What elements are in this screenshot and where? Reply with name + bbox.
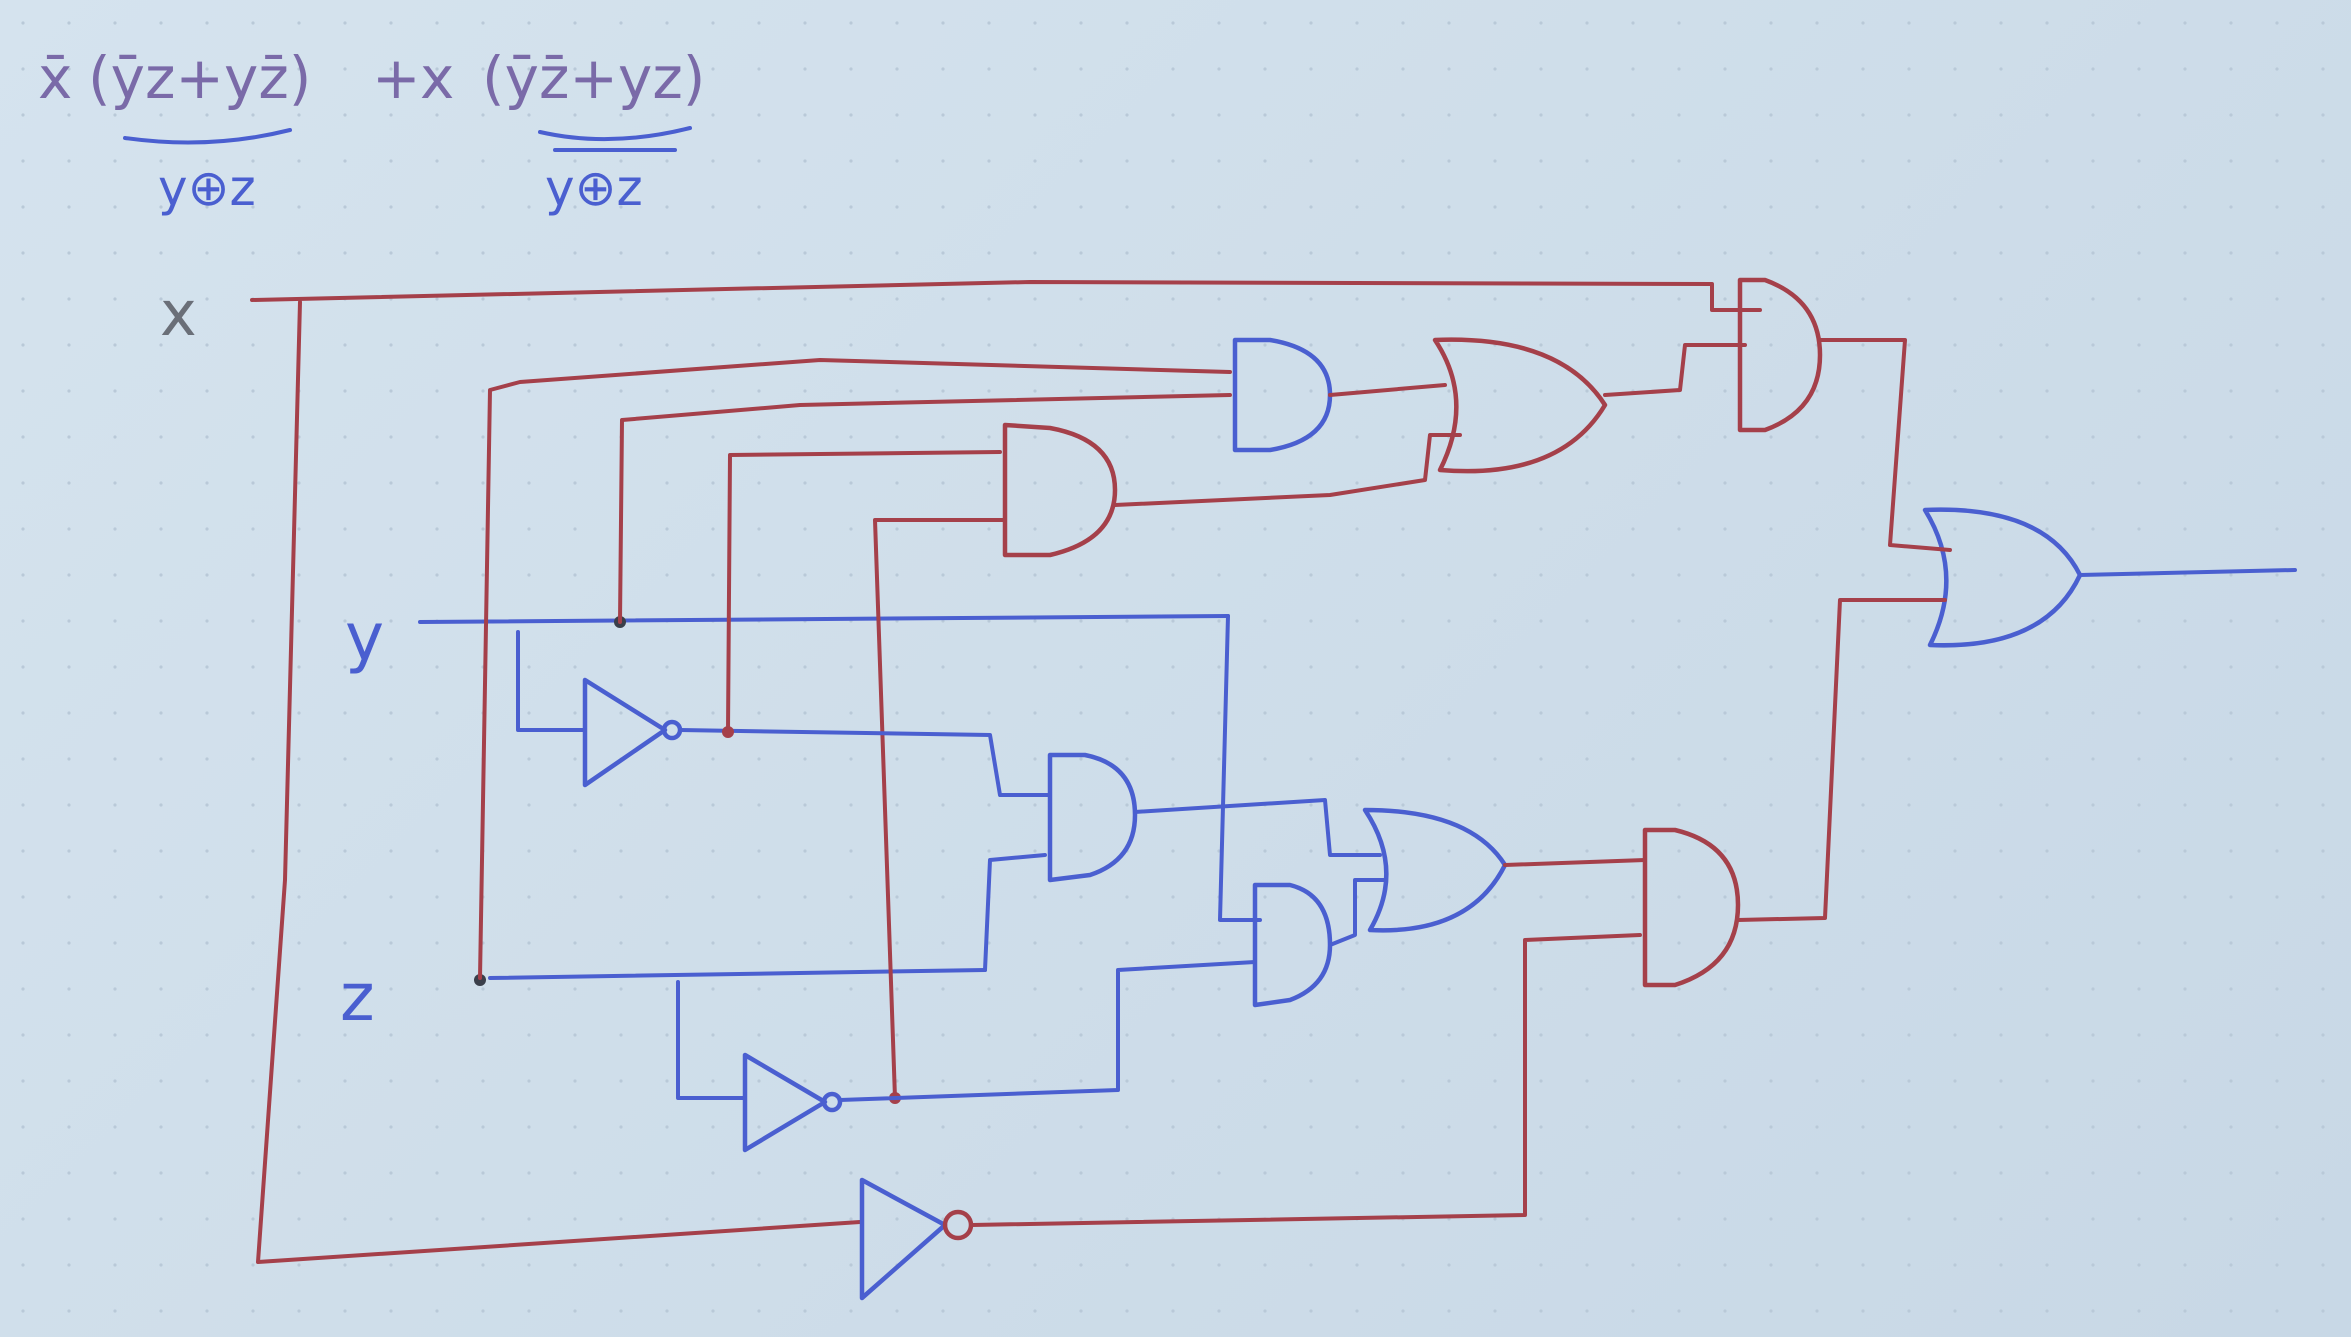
input-label-y: y (345, 599, 385, 676)
note-xor: y⊕z (158, 159, 256, 217)
term2-prefix: x (420, 44, 455, 112)
note-xnor: y⊕z (545, 159, 643, 217)
term1-prefix: x̄ (38, 44, 73, 112)
input-label-x: x (160, 277, 197, 350)
input-label-z: z (340, 959, 375, 1036)
term2-inner: (ȳz̄+yz) (482, 44, 706, 112)
plus-sign: + (372, 44, 421, 112)
term1-inner: (ȳz+yz̄) (88, 44, 312, 112)
junction-ybar (722, 726, 734, 738)
